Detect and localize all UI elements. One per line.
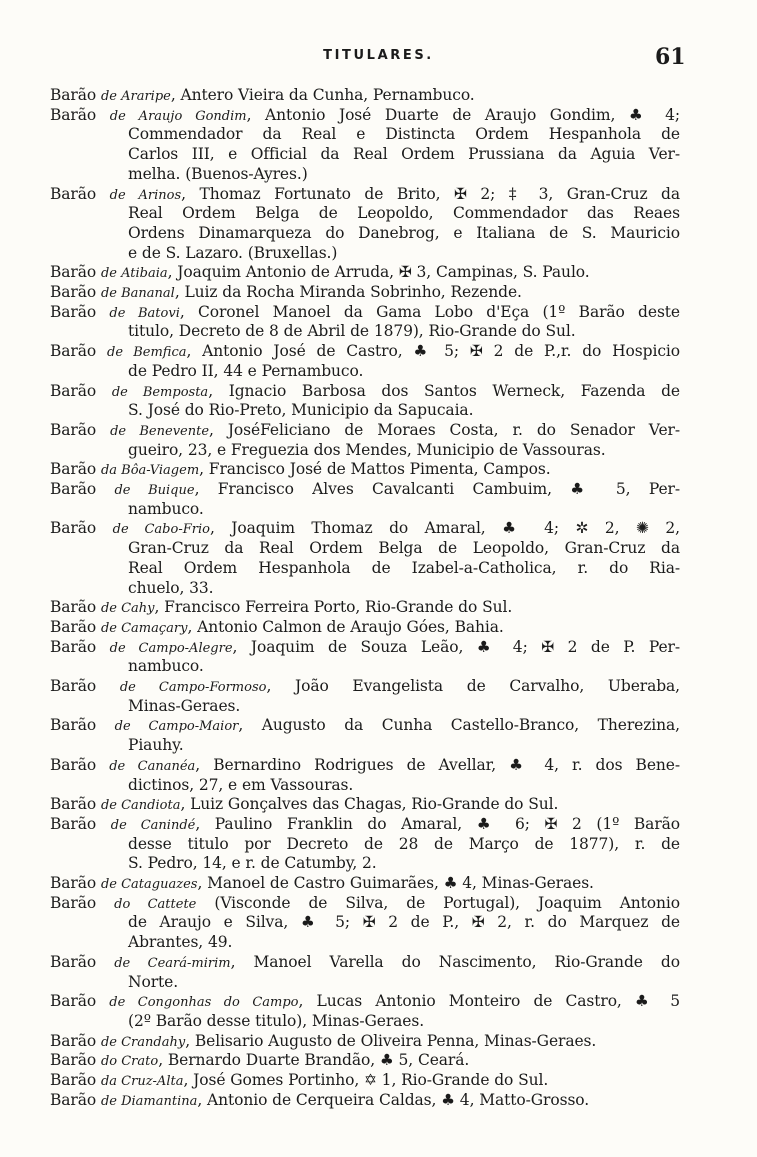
entry-text: Norte. [128,972,179,991]
entry-text: S. Pedro, 14, e r. de Catumby, 2. [128,854,377,873]
entry-text: , Augusto da Cunha Castello-Branco, Therezina, [238,716,680,735]
entry-text: chuelo, 33. [128,578,214,597]
entry-text: Abrantes, 49. [128,933,233,952]
entry-title: Barão [50,637,97,656]
running-head [0,44,757,74]
entry-first-line [50,814,680,834]
entry-title: Barão [50,105,97,124]
entry-text: , Ignacio Barbosa dos Santos Werneck, Fazenda de [208,381,681,400]
entry-first-line [50,893,680,913]
entry-first-line [50,755,680,775]
entry-text: , Thomaz Fortunato de Brito, ✠ 2; ‡ 3, Gran-Cruz da [181,184,680,203]
page-title: TITULARES. [323,48,434,63]
entry-first-line [50,617,504,637]
entry-title: Barão [50,460,97,479]
entry-first-line [50,991,680,1011]
entry-text: , Antero Vieira da Cunha, Pernambuco. [170,86,475,104]
entry-first-line [50,952,680,972]
entry-text: dictinos, 27, e em Vassouras. [128,775,354,794]
entry-text: , Bernardo Duarte Brandão, ♣ 5, Ceará. [158,1051,470,1070]
entry-place: de Diamantina [100,1093,198,1109]
entry-text: , Francisco Alves Cavalcanti Cambuim, ♣ 5, Per- [194,480,680,498]
entry-text: Ordens Dinamarqueza do Danebrog, e Italiana de S. Mauricio [128,223,680,242]
entry-first-line [50,637,680,657]
entry-continuation-line [128,361,363,381]
entry-continuation-line [128,834,680,854]
entry-text: (Visconde de Silva, de Portugal), Joaquim Antonio [196,893,680,912]
entry-text: , Coronel Manoel da Gama Lobo d'Eça (1º Barão deste [179,302,680,321]
entry-text: , Lucas Antonio Monteiro de Castro, ♣ 5 [298,992,680,1011]
entry-title: Barão [50,874,97,892]
entry-first-line [50,518,680,538]
entry-first-line [50,85,475,105]
entry-first-line [50,341,680,361]
entry-continuation-line [128,1011,424,1031]
entry-place: de Araujo Gondim [109,108,247,124]
entry-title: Barão [50,1051,97,1070]
entry-first-line [50,479,680,499]
entry-place: de Arinos [109,187,182,203]
entry-title: Barão [50,1090,97,1109]
entry-first-line [50,597,512,617]
entry-continuation-line [128,164,308,184]
entry-text: , Belisario Augusto de Oliveira Penna, Minas-Geraes. [185,1031,597,1050]
entry-text: de Pedro II, 44 e Pernambuco. [128,361,364,380]
entry-place: de Cataguazes [100,877,198,892]
entry-continuation-line [128,223,680,243]
entry-text: Real Ordem Belga de Leopoldo, Commendador das Reaes [128,204,680,223]
entry-text: Piauhy. [128,736,184,755]
entry-title: Barão [50,1031,97,1050]
entry-text: , Joaquim de Souza Leão, ♣ 4; ✠ 2 de P. Per- [232,637,680,656]
entry-continuation-line [128,203,680,223]
entry-text: , Antonio Calmon de Araujo Góes, Bahia. [187,617,504,636]
entry-place: de Atibaia [100,266,168,282]
entry-place: de Campo-Maior [114,719,239,735]
entry-title: Barão [50,342,97,361]
entry-first-line [50,1031,596,1051]
entry-title: Barão [50,480,97,498]
entry-title: Barão [50,420,97,439]
entry-place: de Bananal [100,286,175,301]
entry-place: de Camaçary [100,620,188,636]
entry-first-line [50,282,522,302]
entry-text: desse titulo por Decreto de 28 de Março de 1877), r. de [128,834,680,853]
entry-text: Minas-Geraes. [128,696,241,715]
entry-first-line [50,873,594,893]
entry-text: , Manoel Varella do Nascimento, Rio-Grande do [230,952,680,971]
entry-text: Carlos III, e Official da Real Ordem Prussiana da Aguia Ver- [128,145,680,164]
entry-first-line [50,794,558,814]
entry-place: de Canindé [110,817,196,833]
entry-place: de Araripe [100,89,171,104]
entry-continuation-line [128,853,377,873]
entry-continuation-line [128,972,178,992]
entry-text: , Luiz Gonçalves das Chagas, Rio-Grande do Sul. [180,795,559,814]
entry-text: Commendador da Real e Distincta Ordem Hespanhola de [128,125,680,144]
entry-continuation-line [128,499,204,519]
entry-title: Barão [50,755,97,774]
entry-title: Barão [50,519,97,538]
entry-title: Barão [50,814,97,833]
entry-text: , Joaquim Antonio de Arruda, ✠ 3, Campinas, S. Paulo. [167,263,590,282]
entry-text: (2º Barão desse titulo), Minas-Geraes. [128,1011,425,1030]
entry-text: Gran-Cruz da Real Ordem Belga de Leopoldo, Gran-Cruz da [128,539,680,558]
entry-continuation-line [128,735,184,755]
entry-text: e de S. Lazaro. (Bruxellas.) [128,243,338,262]
entry-first-line [50,1090,589,1110]
entry-title: Barão [50,302,97,321]
entry-continuation-line [128,696,240,716]
page-number: 61 [655,44,686,70]
entry-place: de Benevente [110,423,210,439]
entry-first-line [50,184,680,204]
entry-place: de Campo-Alegre [109,640,233,656]
entry-continuation-line [128,912,680,932]
entry-place: de Buique [114,483,195,498]
entry-place: de Candiota [100,798,181,814]
entry-title: Barão [50,263,97,282]
entry-place: de Crandahy [100,1034,186,1050]
entry-text: titulo, Decreto de 8 de Abril de 1879), Rio-Grande do Sul. [128,322,576,341]
entry-title: Barão [50,992,97,1011]
entry-text: , Antonio de Cerqueira Caldas, ♣ 4, Matto-Grosso. [197,1090,590,1109]
entry-place: de Campo-Formoso [119,680,267,695]
entry-continuation-line [128,321,576,341]
entry-text: , João Evangelista de Carvalho, Uberaba, [266,677,681,695]
entry-title: Barão [50,952,97,971]
entry-first-line [50,302,680,322]
entry-first-line [50,1070,548,1090]
entry-text: , Francisco Ferreira Porto, Rio-Grande do Sul. [154,598,513,617]
entry-text: gueiro, 23, e Freguezia dos Mendes, Municipio de Vassouras. [128,440,606,459]
entry-place: do Cattete [114,896,197,912]
entry-text: , JoséFeliciano de Moraes Costa, r. do Senador Ver- [209,420,680,439]
entry-place: de Cananéa [109,758,196,774]
entry-continuation-line [128,400,473,420]
entry-text: Real Ordem Hespanhola de Izabel-a-Catholica, r. do Ria- [128,558,680,577]
entry-text: , Luiz da Rocha Miranda Sobrinho, Rezende. [174,283,522,301]
entry-first-line [50,715,680,735]
entry-first-line [50,459,551,479]
entry-first-line [50,1050,469,1070]
entry-title: Barão [50,617,97,636]
entry-first-line [50,262,590,282]
entry-continuation-line [128,558,680,578]
entry-continuation-line [128,656,204,676]
entry-continuation-line [128,440,606,460]
entry-place: de Cahy [100,601,155,617]
entry-title: Barão [50,283,97,301]
entry-text: S. José do Rio-Preto, Municipio da Sapucaia. [128,401,474,420]
entry-place: de Bemposta [111,384,209,400]
entry-text: , Joaquim Thomaz do Amaral, ♣ 4; ✲ 2, ✺ 2, [209,519,681,538]
entry-continuation-line [128,932,232,952]
entry-continuation-line [128,144,680,164]
entry-title: Barão [50,716,97,735]
entry-title: Barão [50,795,97,814]
entry-text: , Francisco José de Mattos Pimenta, Campos. [199,460,551,479]
entry-text: , Bernardino Rodrigues de Avellar, ♣ 4, r. dos Bene- [195,755,680,774]
entry-place: de Cabo-Frio [112,522,210,538]
entry-title: Barão [50,893,97,912]
entry-first-line [50,105,680,125]
entry-title: Barão [50,1071,97,1089]
entry-title: Barão [50,598,97,617]
entry-text: nambuco. [128,657,204,676]
entry-text: , José Gomes Portinho, ✡ 1, Rio-Grande do Sul. [183,1071,549,1089]
entry-text: , Antonio José de Castro, ♣ 5; ✠ 2 de P.,r. do Hospicio [186,342,680,361]
entry-text: nambuco. [128,499,204,518]
entry-place: da Cruz-Alta [100,1074,184,1089]
entry-continuation-line [128,243,337,263]
entry-title: Barão [50,86,97,104]
entry-first-line [50,381,680,401]
entry-continuation-line [128,538,680,558]
entry-text: melha. (Buenos-Ayres.) [128,164,308,183]
entry-text: , Paulino Franklin do Amaral, ♣ 6; ✠ 2 (1º Barão [195,814,681,833]
entry-place: de Ceará-mirim [114,955,231,971]
entry-title: Barão [50,184,97,203]
entry-continuation-line [128,124,680,144]
entry-continuation-line [128,775,353,795]
entry-place: do Crato [100,1054,159,1070]
entry-text: de Araujo e Silva, ♣ 5; ✠ 2 de P., ✠ 2, r. do Marquez de [128,913,680,932]
entry-title: Barão [50,677,97,695]
entry-place: da Bôa-Viagem [100,463,200,479]
entry-first-line [50,420,680,440]
entry-continuation-line [128,578,214,598]
entry-first-line [50,676,680,696]
entry-text: , Manoel de Castro Guimarães, ♣ 4, Minas-Geraes. [197,874,594,892]
entry-place: de Batovi [109,305,180,321]
entry-place: de Bemfica [107,345,187,361]
entry-text: , Antonio José Duarte de Araujo Gondim, ♣ 4; [246,105,681,124]
entry-place: de Congonhas do Campo [109,995,299,1011]
entry-title: Barão [50,381,97,400]
